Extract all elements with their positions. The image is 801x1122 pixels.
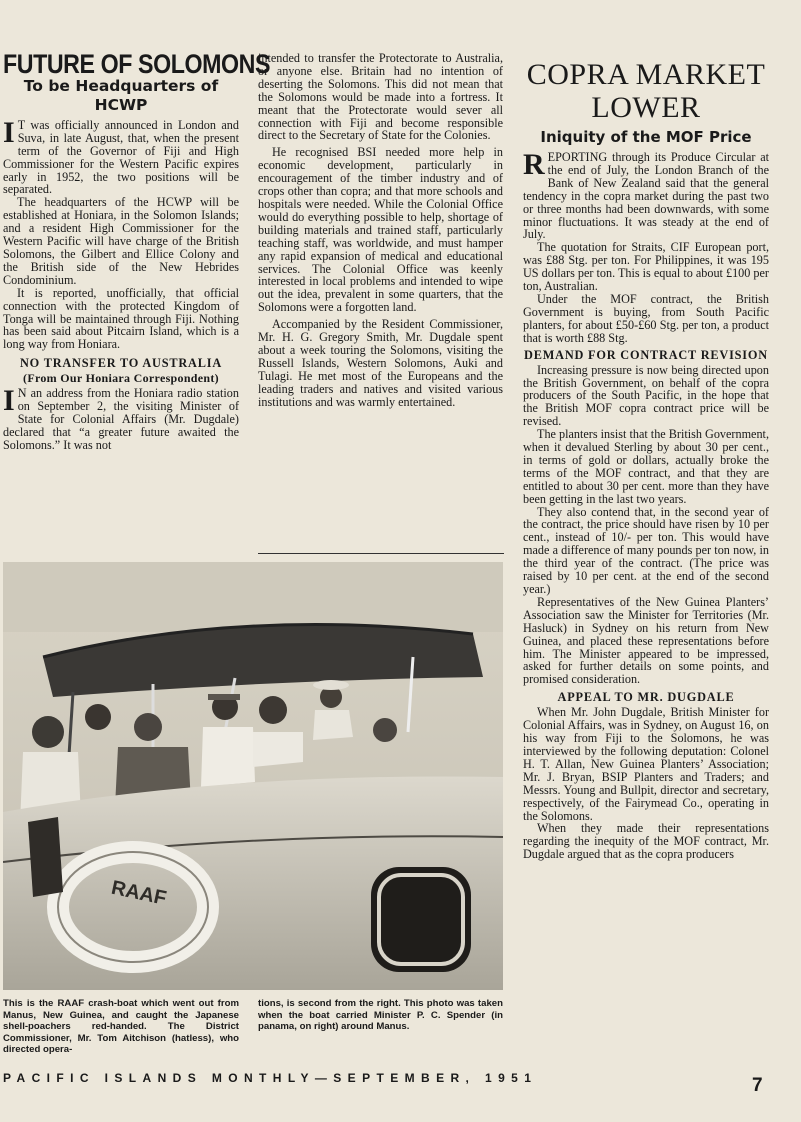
section-heading: NO TRANSFER TO AUSTRALIA: [20, 356, 222, 371]
photo-illustration: [3, 562, 503, 990]
section-heading: DEMAND FOR CONTRACT REVISION: [524, 347, 768, 362]
running-footer: PACIFIC ISLANDS MONTHLY—SEPTEMBER, 1951: [3, 1071, 538, 1085]
column-divider-rule: [258, 553, 504, 554]
paragraph: [3, 115, 239, 197]
paragraph-text: N an address from the Honiara radio station on September 2, the visiting Minister of State for Colonial Affairs (Mr. Dugdale) declared that “a greater future awaited the Solomons.” It was not: [3, 386, 239, 452]
drop-cap: R: [523, 148, 545, 181]
photo-caption-left: This is the RAAF crash-boat which went out from Manus, New Guinea, and caught the Japanese shell-poachers red-handed. The District Commissioner, Mr. Tom Aitchison (hatless), who directed opera-: [3, 998, 239, 1055]
drop-cap: I: [3, 115, 15, 149]
paragraph: They also contend that, in the second year of the contract, the price should have risen by 10 per cent., instead of 10/- per ton. This would have made a difference of many pounds per ton now, in the third year of the contract. (The price was raised by 10 per cent. at the end of the second year.): [523, 504, 769, 596]
paragraph: The planters insist that the British Government, when it devalued Sterling by about 30 per cent., in terms of gold or dollars, actually broke the terms of the MOF contract, and that they are entitled to about 30 per cent. more than they have been getting in the last two years.: [523, 427, 769, 506]
section-heading: APPEAL TO MR. DUGDALE: [557, 690, 735, 705]
page-number: 7: [752, 1075, 763, 1096]
paragraph: intended to transfer the Protectorate to Australia, or anyone else. Britain had no intention of deserting the Solomons. This did not mean that the Solomons would be made into a fortress. It meant that the Protectorate would sever all connection with Fiji and become responsible direct to the Secretary of State for the Colonies.: [258, 51, 503, 143]
paragraph: Accompanied by the Resident Commissioner, Mr. H. G. Gregory Smith, Mr. Dugdale spent about a week touring the Solomons, visiting the Russell Islands, Western Solomons, Auki and Tulagi. He met most of the Europeans and the leading traders and natives and visited various institutions and was warmly entertained.: [258, 317, 503, 409]
paragraph: [3, 384, 239, 452]
paragraph: When they made their representations regarding the inequity of the MOF contract, Mr. Dugdale argued that as the copra producers: [523, 821, 769, 862]
paragraph-text: EPORTING through its Produce Circular at the end of July, the London Branch of the Bank of New Zealand said that the general tendency in the copra market during the past two or three months had been downwards, with some minor fluctuations. It was steady at the end of July.: [523, 150, 769, 242]
boat-marking: RAAF: [109, 876, 169, 910]
middle-article-column: [258, 52, 503, 408]
byline: (From Our Honiara Correspondent): [23, 371, 219, 386]
left-article-column: [3, 49, 271, 452]
paragraph: [523, 148, 769, 242]
article-subhead: To be Headquarters of HCWP: [23, 76, 219, 114]
drop-cap: I: [3, 384, 15, 418]
photo-caption-right: tions, is second from the right. This photo was taken when the boat carried Minister P. C. Spender (in panama, on right) around Manus.: [258, 998, 503, 1032]
right-article-column: [523, 58, 769, 861]
paragraph: The headquarters of the HCWP will be established at Honiara, in the Solomon Islands; and a resident High Commissioner for the Western Pacific will have charge of the British Solomons, the Gilbert and Ellice Colony and the British side of the New Hebrides Condominium.: [3, 195, 239, 287]
paragraph: Representatives of the New Guinea Planters’ Association saw the Minister for Territories (Mr. Hasluck) in Sydney on his return from New Guinea, and placed these representations before him. The Minister appeared to be impressed, asked for further details on some points, and promised consideration.: [523, 594, 769, 687]
paragraph: Under the MOF contract, the British Government is buying, from South Pacific planters, for about £50-£60 Stg. per ton, a product that is worth £88 Stg.: [523, 291, 769, 345]
article-title: COPRA MARKET LOWER: [526, 58, 766, 124]
paragraph: He recognised BSI needed more help in economic development, particularly in encouragement of the timber industry and of crops other than copra; and that more schools and hospitals were needed. While the Colonial Office would do everything possible to help, shortage of building materials and trained staff, particularly teaching staff, was worldwide, and must hamper any rapid expansion of medical and educational services. The Colonial Office was keenly interested in local problems and intended to wipe out the idea, prevalent in some quarters, that the Solomons were a forgotten land.: [258, 145, 503, 315]
paragraph: Increasing pressure is now being directed upon the British Government, on behalf of the copra producers of the South Pacific, in the hope that the British MOF copra contract price will be revised.: [523, 362, 769, 429]
article-subhead: Iniquity of the MOF Price: [540, 128, 752, 146]
paragraph: The quotation for Straits, CIF European port, was £88 Stg. per ton. For Philippines, it was 195 US dollars per ton. This is equal to about £100 per ton, Australian.: [523, 240, 769, 294]
paragraph: When Mr. John Dugdale, British Minister for Colonial Affairs, was in Sydney, on August 16, on his way from Fiji to the Solomons, he was interviewed by the following deputation: Colonel H. T. Allan, New Guinea Planters’ Association; Mr. J. Bryan, BSIP Planters and Traders; and Messrs. Young and Bullpit, director and secretary, respectively, of the Fairymead Co., operating in the Solomons.: [523, 705, 769, 823]
article-headline: FUTURE OF SOLOMONS: [3, 49, 271, 79]
boat-photo: [3, 562, 503, 990]
paragraph: It is reported, unofficially, that official connection with the protected Kingdom of Tonga will be maintained through Fiji. Nothing has been said about Pitcairn Island, which is a long way from Honiara.: [3, 285, 239, 352]
paragraph-text: T was officially announced in London and Suva, in late August, that, when the present term of the Governor of Fiji and High Commissioner for the Western Pacific expires early in 1952, the two positions will be separated.: [3, 117, 239, 197]
